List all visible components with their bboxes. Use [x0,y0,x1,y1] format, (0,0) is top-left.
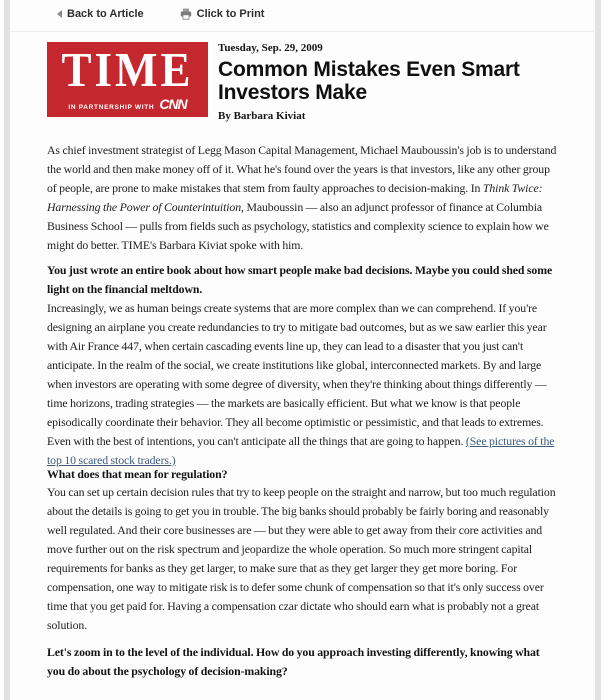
back-to-article-link[interactable] [57,8,144,20]
question-2 [47,465,559,484]
answer-2-text: You can set up certain decision rules that try to keep people on the straight and narrow, but too much regulation about the details is going to get you in trouble. The big banks should probably be fairly boring and reasonably well regulated. And their core businesses are — but they were able to get away from their core activities and move further out on the risk spectrum and jeopardize the whole operation. So much more stringent capital requirements for banks as they get larger, to make sure that as they get larger they get more boring. For compensation, one way to mitigate risk is to defer some chunk of compensation so that it's only success over time that you get paid for. Having a compensation czar dictate who should earn what is probably not a great solution. [47,485,556,632]
question-2-text: What does that mean for regulation? [47,467,228,481]
click-to-print-label: Click to Print [196,8,265,20]
page-edge-left [4,0,10,700]
print-view-toolbar [57,8,264,20]
intro-paragraph [47,141,559,255]
question-1 [47,261,559,299]
answer-1-body: Increasingly, we as human beings create systems that are more complex than we can comprehend. If you're designing an airplane you create redundancies to try to mitigate bad outcomes, but as we saw earlier this year with Air France 447, when certain cascading events line up, they can lead to a disaster that you just can't anticipate. In the realm of the social, we create institutions like global, interconnected markets. By and large when investors are operating with some degree of diversity, when they're thinking about things differently — time horizons, trading strategies — the markets are basically efficient. But what we know is that people episodically coordinate their behavior. They all become optimistic or pessimistic, and that leads to extremes. Even with the best of intentions, you can't anticipate all the things that are going to happen. [47,301,547,448]
page-edge-right [595,0,601,700]
question-3-text: Let's zoom in to the level of the individual. How do you approach investing differently, knowing what you do about the psychology of decision-making? [47,645,540,678]
back-arrow-icon [57,10,62,18]
question-3 [47,643,559,681]
intro-after-book: , Mauboussin — also an adjunct professor of finance at Columbia Business School — pulls from fields such as psychology, statistics and complexity science to explain how we might do better. TIME's Barbara Kiviat spoke with him. [47,200,549,252]
answer-1 [47,299,559,470]
scared-stock-traders-link[interactable]: (See pictures of the top 10 scared stock traders.) [47,434,555,467]
time-logo-wordmark: TIME [61,42,194,97]
article-date: Tuesday, Sep. 29, 2009 [218,42,323,54]
byline: By Barbara Kiviat [218,110,306,123]
time-logo [47,42,208,117]
partnership-text: IN PARTNERSHIP WITH [68,104,155,111]
answer-1-text [47,299,559,470]
toolbar-separator [10,31,594,32]
cnn-logo: CNN [159,96,187,112]
click-to-print-link[interactable] [180,8,265,20]
page-title: Common Mistakes Even Smart Investors Make [218,58,520,105]
book-title: Think Twice: Harnessing the Power of Counterintuition [47,181,543,214]
partnership-line [47,96,208,112]
headline-block [218,42,568,122]
back-to-article-label: Back to Article [67,8,144,20]
intro-before-book: As chief investment strategist of Legg Mason Capital Management, Michael Mauboussin's job is to understand the world and then make money off of it. What he's found over the years is that investors, like any other group of people, are prone to make mistakes that stem from faulty approaches to decision-making. In [47,143,557,195]
answer-2 [47,483,559,635]
printer-icon [180,8,192,20]
intro-text [47,141,559,255]
question-1-text: You just wrote an entire book about how smart people make bad decisions. Maybe you could shed some light on the financial meltdown. [47,263,553,296]
